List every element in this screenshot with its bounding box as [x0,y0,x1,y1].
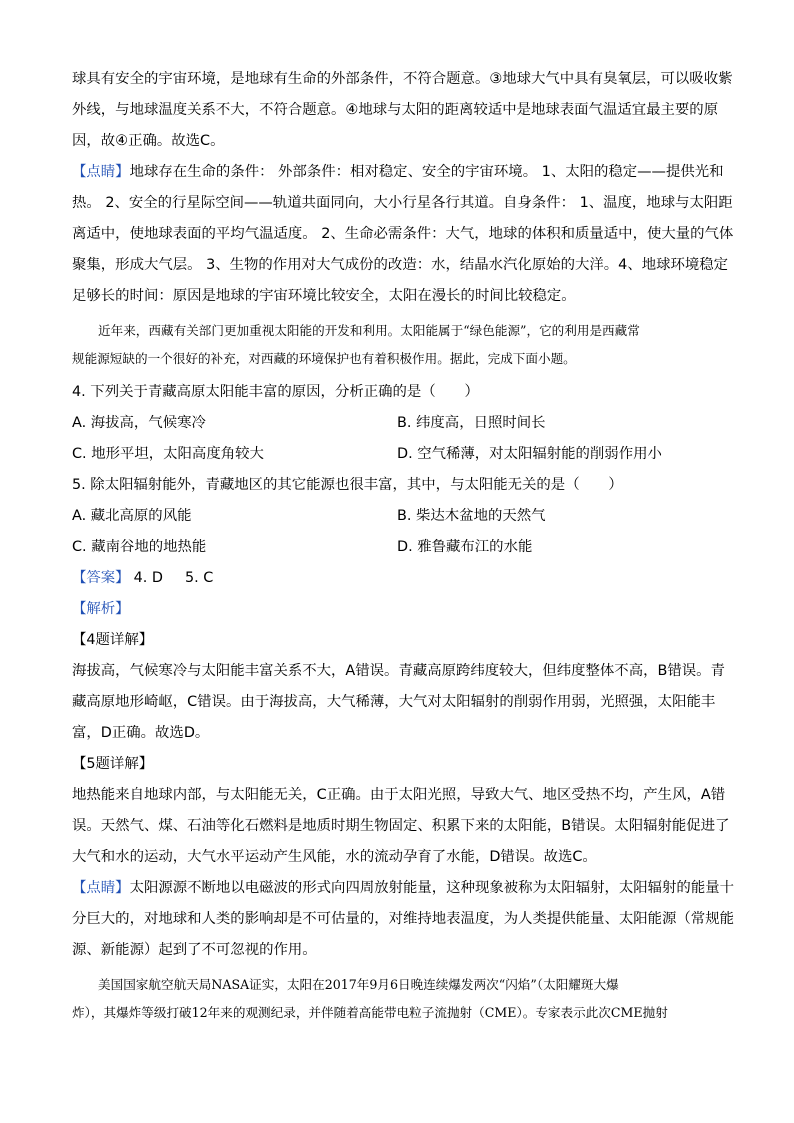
text-line: 藏高原地形崎岖，C错误。由于海拔高，大气稀薄，大气对太阳辐射的削弱作用弱，光照强，太阳能丰 [72,694,716,710]
material-paragraph-1 [72,317,722,373]
text-line: 海拔高，气候寒冷与太阳能丰富关系不大，A错误。青藏高原跨纬度较大，但纬度整体不高，B错误。青 [72,663,725,679]
document-content [72,64,734,1031]
tips-text: 地球存在生命的条件： 外部条件：相对稳定、安全的宇宙环境。 1、太阳的稳定——提供光和 [129,164,724,180]
text-line: 球具有安全的宇宙环境，是地球有生命的外部条件，不符合题意。③地球大气中具有臭氧层，可以吸收紫 [72,71,733,87]
q4-option-c: C. 地形平坦，太阳高度角较大 [72,446,264,462]
answer-5: 5. C [184,570,214,586]
q5-option-c: C. 藏南谷地的地热能 [72,539,207,555]
question-5-options-row-2 [72,532,722,563]
question-4-stem: 4. 下列关于青藏高原太阳能丰富的原因，分析正确的是（ ） [72,384,479,400]
analysis-heading [72,594,722,625]
answer-line [72,563,722,594]
question-5-stem: 5. 除太阳辐射能外，青藏地区的其它能源也很丰富，其中，与太阳能无关的是（ ） [72,477,623,493]
intro-paragraph [72,64,733,157]
tips-paragraph-2 [72,873,734,966]
detail-5-heading: 【5题详解】 [72,756,154,772]
analysis-tag: 【解析】 [72,601,130,617]
question-4-options-row-1 [72,408,722,439]
q5-option-d: D. 雅鲁藏布江的水能 [397,539,533,555]
answer-tag: 【答案】 [72,570,130,586]
question-4-options-row-2 [72,439,722,470]
text-line: 热。 2、安全的行星际空间——轨道共面同向，大小行星各行其道。自身条件： 1、温度，地球与太阳距 [72,195,733,211]
q4-option-d: D. 空气稀薄，对太阳辐射能的削弱作用小 [397,446,662,462]
material-line: 炸），其爆炸等级打破12年来的观测纪录，并伴随着高能带电粒子流抛射（CME）。专家表示此次CME抛射 [72,1005,668,1020]
text-line: 离适中，使地球表面的平均气温适度。 2、生命必需条件：大气，地球的体积和质量适中，使大量的气体 [72,226,734,242]
q4-option-a: A. 海拔高，气候寒冷 [72,415,206,431]
tips-tag: 【点睛】 [72,164,130,180]
text-line: 外线，与地球温度关系不大，不符合题意。④地球与太阳的距离较适中是地球表面气温适宜最主要的原 [72,102,719,118]
material-paragraph-2 [72,971,722,1027]
detail-5-paragraph [72,780,730,873]
material-line: 规能源短缺的一个很好的补充，对西藏的环境保护也有着积极作用。据此，完成下面小题。 [72,351,576,366]
text-line: 足够长的时间：原因是地球的宇宙环境比较安全，太阳在漫长的时间比较稳定。 [72,288,576,304]
text-line: 因，故④正确。故选C。 [72,133,225,149]
text-line: 分巨大的，对地球和人类的影响却是不可估量的，对维持地表温度，为人类提供能量、太阳能源（常规能 [72,911,734,927]
tips-tag: 【点睛】 [72,880,130,896]
text-line: 误。天然气、煤、石油等化石燃料是地质时期生物固定、积累下来的太阳能，B错误。太阳辐射能促进了 [72,818,730,834]
detail-4-heading: 【4题详解】 [72,632,154,648]
text-line: 地热能来自地球内部，与太阳能无关，C正确。由于太阳光照，导致大气、地区受热不均，产生风，A错 [72,787,726,803]
answer-4: 4. D [133,570,163,586]
text-line: 聚集，形成大气层。 3、生物的作用对大气成份的改造：水，结晶水汽化原始的大洋。4、地球环境稳定 [72,257,729,273]
q5-option-a: A. 藏北高原的风能 [72,508,192,524]
q5-option-b: B. 柴达木盆地的天然气 [397,508,546,524]
material-line: 美国国家航空航天局NASA证实，太阳在2017年9月6日晚连续爆发两次“闪焰”（太阳耀斑大爆 [98,977,619,992]
text-line [72,157,722,188]
text-line: 源、新能源）起到了不可忽视的作用。 [72,942,317,958]
text-line: 富，D正确。故选D。 [72,725,210,741]
detail-4-paragraph [72,656,725,749]
question-5-options-row-1 [72,501,722,532]
text-line [72,873,734,904]
tips-text: 太阳源源不断地以电磁波的形式向四周放射能量，这种现象被称为太阳辐射，太阳辐射的能量十 [129,880,734,896]
material-line: 近年来，西藏有关部门更加重视太阳能的开发和利用。太阳能属于“绿色能源”，它的利用是西藏常 [98,323,640,338]
text-line: 大气和水的运动，大气水平运动产生风能，水的流动孕育了水能，D错误。故选C。 [72,849,597,865]
tips-paragraph-1 [72,157,734,312]
q4-option-b: B. 纬度高，日照时间长 [397,415,546,431]
